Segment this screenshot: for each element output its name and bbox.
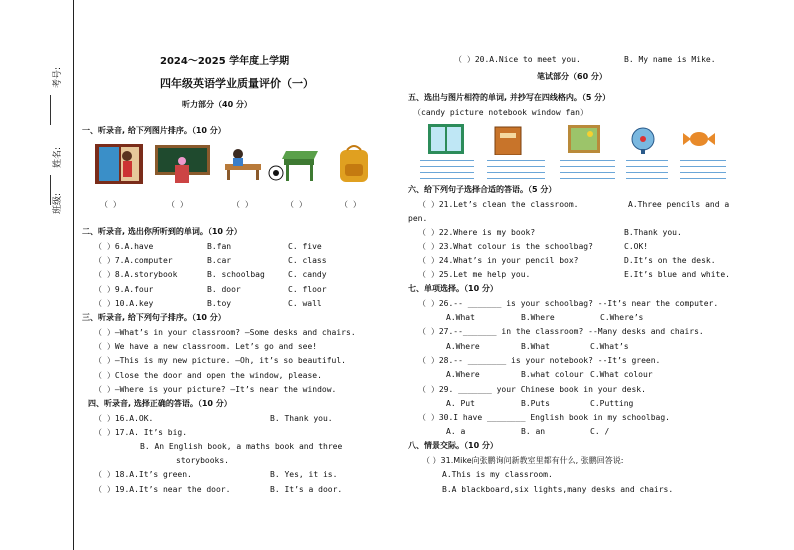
blackboard-picture [155, 145, 210, 183]
s1-bracket-2[interactable]: （ ） [167, 200, 188, 209]
q27-a[interactable]: A.Where [446, 342, 480, 351]
class-label: 班级: [53, 192, 63, 214]
q26-stem[interactable]: （ ）26.-- _______ is your schoolbag? --It’s near the computer. [418, 299, 719, 308]
q30-b[interactable]: B. an [521, 427, 546, 436]
q10-c[interactable]: C. wall [288, 299, 322, 308]
name-label: 姓名: [53, 146, 63, 168]
s6-option-a: A.Three pencils and a [628, 200, 730, 209]
q31-b[interactable]: B.A blackboard,six lights,many desks and chairs. [442, 485, 674, 494]
window-picture [428, 124, 464, 154]
q27-c[interactable]: C.What’s [590, 342, 629, 351]
q29-b[interactable]: B.Puts [521, 399, 550, 408]
section-4-title: 四、听录音, 选择正确的答语。（10 分） [88, 399, 232, 408]
q31-a[interactable]: A.This is my classroom. [442, 470, 553, 479]
q29-c[interactable]: C.Putting [590, 399, 634, 408]
s3-row-1[interactable]: （ ）—What’s in your classroom? —Some desks and chairs. [94, 328, 356, 337]
q9-a[interactable]: （ ）9.A.four [94, 285, 154, 294]
q22[interactable]: （ ）22.Where is my book? [418, 228, 536, 237]
q16-b[interactable]: B. Thank you. [270, 414, 333, 423]
section-7-title: 七、单项选择。（10 分） [408, 284, 498, 293]
q25[interactable]: （ ）25.Let me help you. [418, 270, 531, 279]
q17-b-cont: storybooks. [176, 456, 229, 465]
s5-word-bank: （candy picture notebook window fan） [413, 108, 588, 117]
section-2-title: 二、听录音, 选出你所听到的单词。（10 分） [82, 227, 242, 236]
q9-b[interactable]: B. door [207, 285, 241, 294]
q18-b[interactable]: B. Yes, it is. [270, 470, 338, 479]
q26-a[interactable]: A.What [446, 313, 475, 322]
exam-no-blank [50, 95, 51, 125]
q27-b[interactable]: B.What [521, 342, 550, 351]
q16-a[interactable]: （ ）16.A.OK. [94, 414, 154, 423]
s6-option-d: D.It’s on the desk. [624, 256, 716, 265]
q8-b[interactable]: B. schoolbag [207, 270, 265, 279]
q6-a[interactable]: （ ）6.A.have [94, 242, 154, 251]
q20-a[interactable]: （ ）20.A.Nice to meet you. [454, 55, 581, 64]
green-desk-picture [282, 143, 322, 183]
q7-c[interactable]: C. class [288, 256, 327, 265]
section-3-title: 三、听录音, 给下列句子排序。（10 分） [82, 313, 226, 322]
q6-c[interactable]: C. five [288, 242, 322, 251]
q28-stem[interactable]: （ ）28.-- ________ is your notebook? --It’s green. [418, 356, 661, 365]
q8-c[interactable]: C. candy [288, 270, 327, 279]
q30-c[interactable]: C. / [590, 427, 610, 436]
q17-a[interactable]: （ ）17.A. It’s big. [94, 428, 188, 437]
written-heading: 笔试部分（60 分） [537, 72, 607, 81]
q23[interactable]: （ ）23.What colour is the schoolbag? [418, 242, 593, 251]
writing-grid-4[interactable] [626, 160, 668, 184]
listening-heading: 听力部分（40 分） [182, 100, 252, 109]
q27-stem[interactable]: （ ）27.--_______ in the classroom? --Many desks and chairs. [418, 327, 704, 336]
q10-b[interactable]: B.toy [207, 299, 232, 308]
s1-bracket-5[interactable]: （ ） [340, 200, 361, 209]
q7-b[interactable]: B.car [207, 256, 232, 265]
exam-no-label: 考号: [53, 66, 63, 88]
exam-year: 2024～2025 学年度上学期 [160, 56, 290, 67]
q30-a[interactable]: A. a [446, 427, 466, 436]
s6-option-e: E.It’s blue and white. [624, 270, 730, 279]
q9-c[interactable]: C. floor [288, 285, 327, 294]
s1-bracket-4[interactable]: （ ） [286, 200, 307, 209]
s6-option-b: B.Thank you. [624, 228, 682, 237]
fan-picture [628, 125, 658, 155]
writing-grid-1[interactable] [420, 160, 474, 184]
q30-stem[interactable]: （ ）30.I have ________ English book in my schoolbag. [418, 413, 671, 422]
q6-b[interactable]: B.fan [207, 242, 232, 251]
writing-grid-3[interactable] [560, 160, 615, 184]
q28-a[interactable]: A.Where [446, 370, 480, 379]
q24[interactable]: （ ）24.What’s in your pencil box? [418, 256, 579, 265]
s3-row-2[interactable]: （ ）We have a new classroom. Let’s go and see! [94, 342, 318, 351]
writing-grid-2[interactable] [487, 160, 545, 184]
q18-a[interactable]: （ ）18.A.It’s green. [94, 470, 192, 479]
q10-a[interactable]: （ ）10.A.key [94, 299, 154, 308]
q29-a[interactable]: A. Put [446, 399, 475, 408]
s1-bracket-3[interactable]: （ ） [232, 200, 253, 209]
q20-b[interactable]: B. My name is Mike. [624, 55, 716, 64]
section-5-title: 五、选出与图片相符的单词, 并抄写在四线格内。（5 分） [408, 93, 611, 102]
s6-option-c: C.OK! [624, 242, 649, 251]
s6-option-a-cont: pen. [408, 214, 428, 223]
section-8-title: 八、情景交际。（10 分） [408, 441, 498, 450]
q17-b[interactable]: B. An English book, a maths book and three [140, 442, 343, 451]
s1-bracket-1[interactable]: （ ） [100, 200, 121, 209]
section-6-title: 六、给下列句子选择合适的答语。（5 分） [408, 185, 557, 194]
q8-a[interactable]: （ ）8.A.storybook [94, 270, 178, 279]
binding-line [73, 0, 74, 550]
schoolbag-picture [337, 144, 371, 184]
q7-a[interactable]: （ ）7.A.computer [94, 256, 173, 265]
exam-title: 四年级英语学业质量评价（一） [160, 77, 314, 90]
window-girl-picture [95, 144, 143, 184]
candy-picture [683, 128, 715, 150]
boy-desk-ball-picture [223, 146, 285, 182]
section-1-title: 一、听录音, 给下列图片排序。（10 分） [82, 126, 226, 135]
q26-c[interactable]: C.Where’s [600, 313, 644, 322]
s3-row-4[interactable]: （ ）Close the door and open the window, please. [94, 371, 322, 380]
s3-row-5[interactable]: （ ）—Where is your picture? —It’s near the window. [94, 385, 337, 394]
q19-b[interactable]: B. It’s a door. [270, 485, 343, 494]
s3-row-3[interactable]: （ ）—This is my new picture. —Oh, it’s so beautiful. [94, 356, 347, 365]
writing-grid-5[interactable] [680, 160, 726, 184]
picture-picture [566, 123, 602, 155]
q19-a[interactable]: （ ）19.A.It’s near the door. [94, 485, 231, 494]
q28-c[interactable]: C.What colour [590, 370, 653, 379]
q28-b[interactable]: B.what colour [521, 370, 584, 379]
q29-stem[interactable]: （ ）29. _______ your Chinese book in your desk. [418, 385, 646, 394]
q26-b[interactable]: B.Where [521, 313, 555, 322]
q31-stem[interactable]: （ ）31.Mike向张鹏询问新教室里都有什么, 张鹏回答说: [422, 456, 624, 465]
q21[interactable]: （ ）21.Let’s clean the classroom. [418, 200, 579, 209]
notebook-picture [491, 125, 527, 155]
